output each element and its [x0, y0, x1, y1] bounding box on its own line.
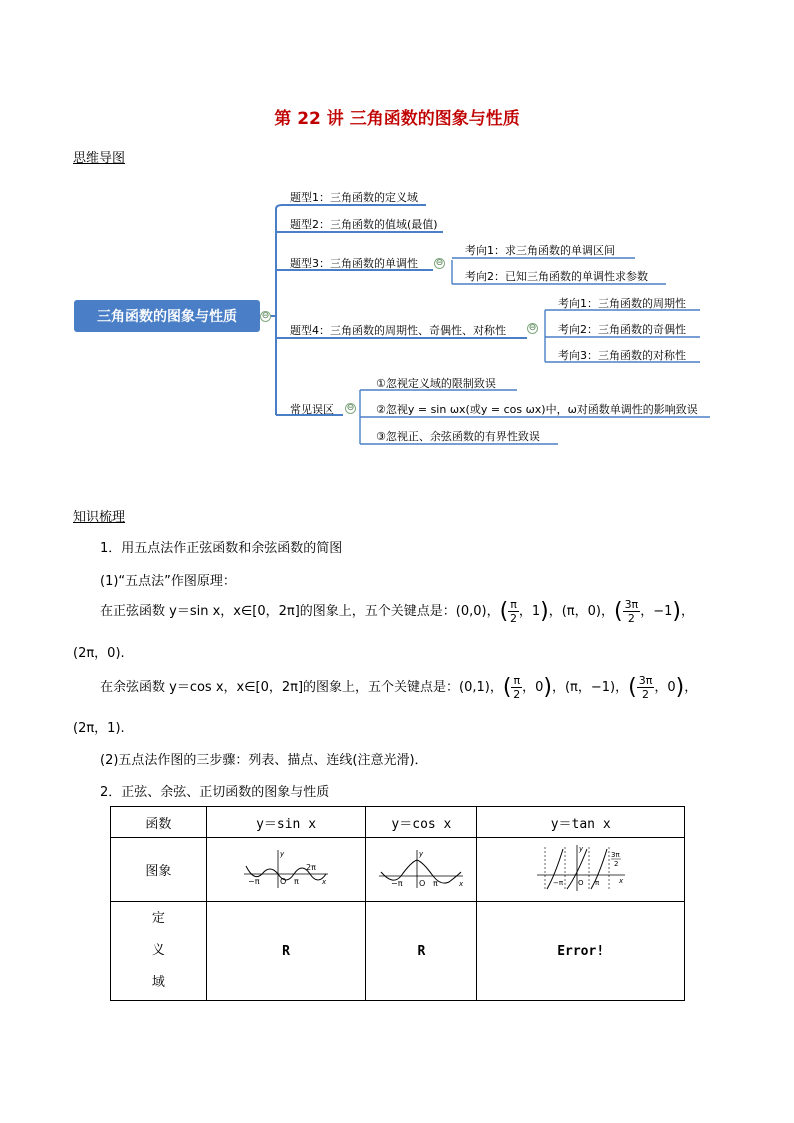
mindmap-connectors [0, 0, 794, 470]
domain-label-char: 定 [151, 911, 165, 926]
domain-label-char: 义 [151, 943, 165, 958]
properties-table [110, 806, 685, 1001]
mindmap-root: 三角函数的图象与性质 [74, 300, 260, 332]
fraction-den: 2 [513, 688, 521, 701]
tick-label: −π [248, 876, 260, 886]
point-text: ，(π，−1)， [551, 680, 629, 695]
item-2-heading: 2．正弦、余弦、正切函数的图象与性质 [100, 785, 330, 800]
table-header-cell: y＝cos x [366, 807, 477, 838]
mindmap-branch-3: 题型3：三角函数的单调性 [290, 257, 418, 270]
domain-label-char: 域 [151, 975, 165, 990]
sin-lead: 在正弦函数 y＝sin x，x∈[0，2π]的图象上，五个关键点是：(0,0)， [100, 604, 500, 619]
tan-graph-cell [477, 838, 685, 902]
page-title: 第 22 讲 三角函数的图象与性质 [274, 109, 520, 129]
point-tail: ， [684, 680, 698, 695]
cos-key-points-wrap: (2π，1). [73, 721, 125, 736]
collapse-icon[interactable]: ⊖ [346, 403, 355, 413]
point-rest: ，1 [518, 604, 541, 619]
tick-label: −π [552, 878, 563, 887]
paren: ) [543, 675, 552, 700]
point-rest: ，0 [522, 680, 544, 695]
table-row-label: 图象 [111, 838, 207, 902]
fraction-num: 3π [638, 674, 653, 687]
table-header-cell: y＝tan x [477, 807, 685, 838]
paren: ) [675, 675, 685, 700]
mindmap-type4-child-1: 考向1：三角函数的周期性 [558, 297, 686, 310]
cos-domain: R [366, 902, 477, 1001]
paren: ) [540, 599, 549, 624]
mindmap-branch-1: 题型1：三角函数的定义域 [290, 191, 418, 204]
tick-label: −π [391, 878, 403, 888]
table-header-cell: y＝sin x [206, 807, 366, 838]
origin-label: O [280, 876, 287, 886]
cos-graph [371, 846, 471, 890]
table-header-cell: 函数 [111, 807, 207, 838]
tick-label: π [294, 876, 299, 886]
sub-2-heading: (2)五点法作图的三步骤：列表、描点、连线(注意光滑)． [100, 753, 428, 768]
sin-key-points [100, 598, 694, 625]
point-text: ，(π，0)， [548, 604, 614, 619]
table-row [111, 838, 685, 902]
cos-key-points [100, 674, 697, 701]
item-1-heading: 1．用五点法作正弦函数和余弦函数的简图 [100, 541, 343, 556]
fraction [508, 598, 519, 625]
mindmap-branch-line-1 [276, 205, 426, 209]
table-row [111, 902, 685, 1001]
tan-domain: Error! [477, 902, 685, 1001]
axis-label: x [618, 876, 623, 885]
sin-key-points-wrap: (2π，0). [73, 646, 125, 661]
axis-label: x [459, 879, 464, 888]
origin-label: O [577, 878, 584, 887]
mindmap-error-2: ②忽视y = sin ωx(或y = cos ωx)中，ω对函数单调性的影响致误 [376, 403, 698, 416]
mindmap-type3-child-2: 考向2：已知三角函数的单调性求参数 [465, 270, 648, 283]
collapse-icon[interactable]: ⊖ [261, 311, 270, 321]
collapse-icon[interactable]: ⊖ [435, 258, 444, 268]
tick-label: 2 [613, 859, 619, 868]
mindmap-error-3: ③忽视正、余弦函数的有界性致误 [376, 430, 540, 443]
point-rest: ，−1 [640, 604, 673, 619]
tick-label: 2π [306, 862, 316, 872]
cos-graph-cell [366, 838, 477, 902]
collapse-icon[interactable]: ⊖ [528, 323, 537, 333]
cos-lead: 在余弦函数 y＝cos x，x∈[0，2π]的图象上，五个关键点是：(0,1)， [100, 680, 503, 695]
fraction-den: 2 [627, 612, 635, 625]
mindmap-branch-5: 常见误区 [290, 403, 334, 416]
mindmap-type4-child-2: 考向2：三角函数的奇偶性 [558, 323, 686, 336]
mindmap-branch-4: 题型4：三角函数的周期性、奇偶性、对称性 [290, 324, 506, 337]
origin-label: O [419, 878, 426, 888]
axis-label: y [419, 849, 424, 858]
fraction [623, 598, 641, 625]
mindmap-error-1: ①忽视定义域的限制致误 [376, 377, 496, 390]
paren: ( [628, 675, 637, 700]
fraction-den: 2 [642, 688, 650, 701]
fraction [511, 674, 522, 701]
knowledge-heading: 知识梳理 [73, 510, 126, 525]
paren: ( [502, 675, 512, 700]
sub-1-heading: (1)“五点法”作图原理： [100, 574, 236, 589]
axis-label: x [322, 877, 327, 886]
tick-label: π [594, 878, 599, 887]
axis-label: y [578, 844, 583, 853]
fraction [637, 674, 655, 701]
sin-graph [236, 846, 336, 890]
sin-domain: R [206, 902, 366, 1001]
mindmap-type4-child-3: 考向3：三角函数的对称性 [558, 349, 686, 362]
fraction-num: π [513, 674, 521, 687]
paren: ) [672, 599, 681, 624]
mindmap-type3-child-1: 考向1：求三角函数的单调区间 [465, 244, 615, 257]
point-tail: ， [680, 604, 694, 619]
fraction-den: 2 [510, 612, 518, 625]
sin-graph-cell [206, 838, 366, 902]
tick-label: π [433, 878, 439, 888]
fraction-num: 3π [624, 598, 639, 611]
fraction-num: π [510, 598, 517, 611]
paren: ( [613, 599, 623, 624]
point-rest: ，0 [654, 680, 676, 695]
paren: ( [499, 599, 509, 624]
tan-graph [531, 843, 631, 893]
table-row [111, 807, 685, 838]
axis-label: y [280, 849, 285, 858]
tick-label: 3π [610, 850, 620, 859]
mindmap-heading: 思维导图 [73, 151, 126, 166]
mindmap-branch-2: 题型2：三角函数的值域(最值) [290, 218, 438, 231]
table-row-label [111, 902, 207, 1001]
